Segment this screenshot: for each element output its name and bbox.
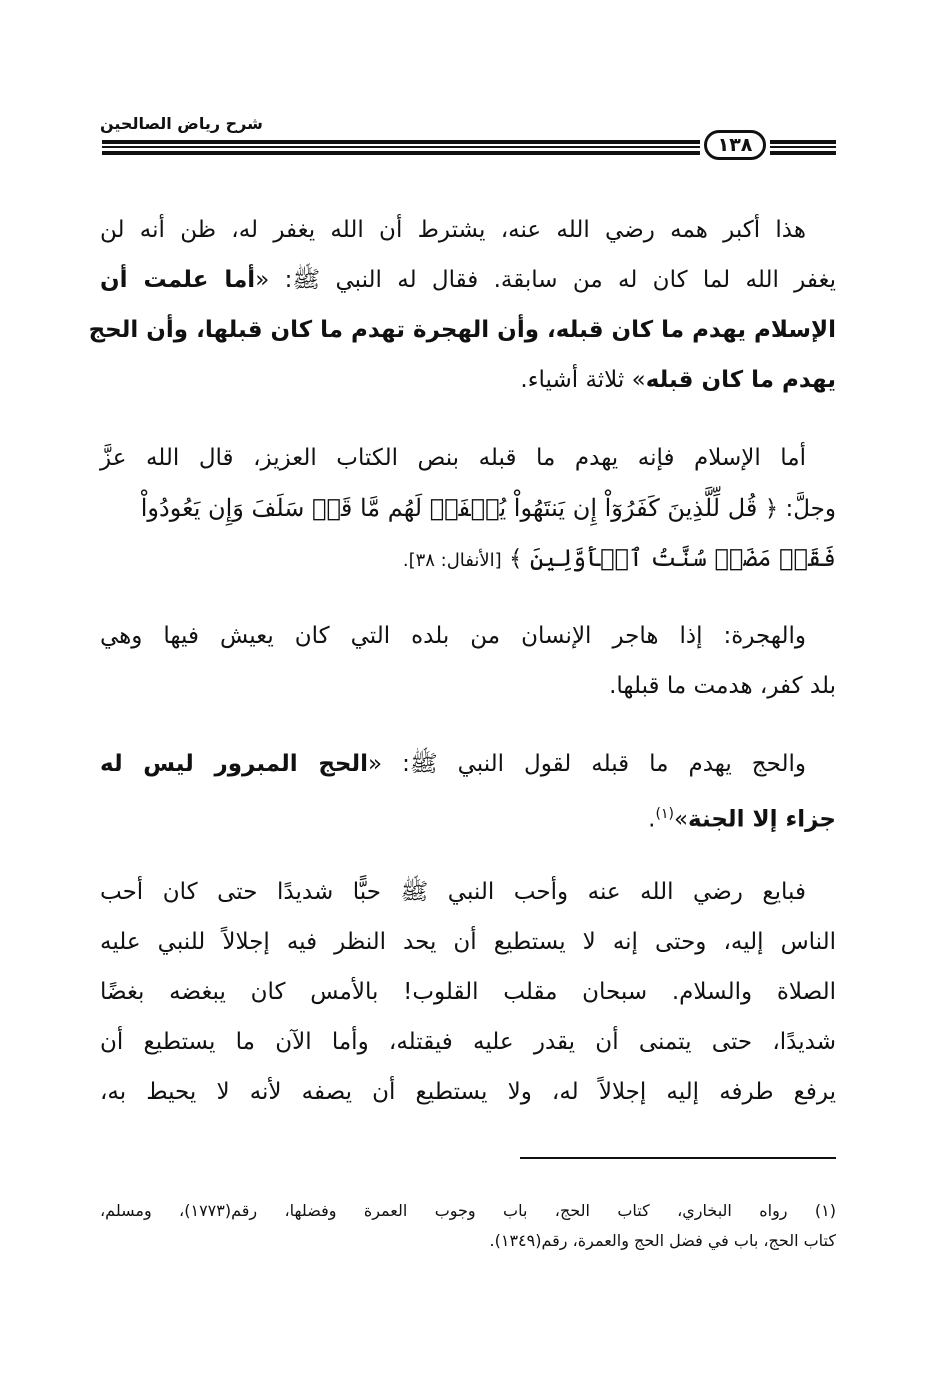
paragraph-3: [100, 611, 836, 711]
text-run: »: [673, 806, 689, 833]
paragraph-gap: [100, 583, 836, 611]
quran-verse: فَقَدۡ مَضَتۡ سُنَّتُ ٱلۡأَوَّلِينَ: [529, 544, 836, 572]
text-line: [100, 789, 836, 839]
verse-reference: [الأنفال: ٣٨].: [402, 550, 502, 571]
paragraph-gap: [100, 711, 836, 739]
text-line: الناس إليه، وحتى إنه لا يستطيع أن يحد النظر فيه إجلالاً للنبي عليه: [100, 929, 836, 955]
header-rule: [102, 151, 700, 155]
main-text: [88, 205, 836, 1117]
hadith-quote: الحج المبرور ليس له: [100, 751, 369, 777]
text-line: يرفع طرفه إليه إجلالاً له، ولا يستطيع أن يصفه لأنه لا يحيط به،: [100, 1079, 836, 1105]
text-run: وجلَّ: ﴿: [757, 496, 836, 522]
paragraph-1: [88, 205, 836, 405]
paragraph-2: [100, 433, 836, 583]
text-run: .: [648, 806, 656, 833]
hadith-quote: الإسلام يهدم ما كان قبله، وأن الهجرة تهدم ما كان قبلها، وأن الحج: [88, 317, 836, 343]
paragraph-4: [100, 739, 836, 839]
paragraph-gap: [100, 405, 836, 433]
text-line: والهجرة: إذا هاجر الإنسان من بلده التي كان يعيش فيها وهي: [100, 623, 806, 649]
text-line: [100, 355, 836, 405]
text-line: [100, 255, 836, 305]
text-run: يغفر الله لما كان له من سابقة. فقال له النبي ﷺ: «: [255, 267, 836, 293]
text-line: هذا أكبر همه رضي الله عنه، يشترط أن الله يغفر له، ظن أنه لن: [100, 217, 806, 243]
text-line: [100, 483, 836, 533]
hadith-quote: جزاء إلا الجنة: [688, 806, 836, 833]
page-number: ١٣٨: [704, 130, 766, 160]
paragraph-gap: [100, 839, 836, 867]
text-line: [100, 533, 836, 583]
header-rule: [770, 146, 836, 148]
text-line: [100, 739, 836, 789]
text-line: شديدًا، حتى يتمنى أن يقدر عليه فيقتله، وأما الآن ما يستطيع أن: [100, 1029, 836, 1055]
text-line: فبايع رضي الله عنه وأحب النبي ﷺ حبًّا شديدًا حتى كان أحب: [100, 879, 806, 905]
text-run: والحج يهدم ما قبله لقول النبي ﷺ: «: [368, 751, 806, 777]
footnote-line: (١) رواه البخاري، كتاب الحج، باب وجوب العمرة وفضلها، رقم(١٧٧٣)، ومسلم،: [100, 1201, 836, 1220]
header-rule: [770, 151, 836, 155]
header-rule: [102, 146, 700, 148]
paragraph-5: [100, 867, 836, 1117]
text-run: ﴾: [501, 546, 530, 572]
header-rule: [102, 140, 700, 144]
hadith-quote: يهدم ما كان قبله: [645, 367, 836, 393]
text-run: » ثلاثة أشياء.: [520, 367, 646, 393]
text-line: بلد كفر، هدمت ما قبلها.: [609, 673, 836, 699]
header-rule: [770, 140, 836, 144]
hadith-quote: أما علمت أن: [100, 267, 256, 293]
quran-verse: قُل لِّلَّذِينَ كَفَرُوٓاْ إِن يَنتَهُواْ يُغۡفَرۡ لَهُم مَّا قَدۡ سَلَفَ وَإِن يَعُودُواْ: [140, 494, 758, 522]
text-line: الصلاة والسلام. سبحان مقلب القلوب! بالأمس كان يبغضه بغضًا: [100, 979, 836, 1005]
footnote-line: كتاب الحج، باب في فضل الحج والعمرة، رقم(١٣٤٩).: [489, 1231, 836, 1250]
running-header-title: شرح رياض الصالحين: [100, 114, 263, 133]
footnote-separator: [520, 1157, 836, 1159]
text-line: أما الإسلام فإنه يهدم ما قبله بنص الكتاب العزيز، قال الله عزَّ: [100, 445, 806, 471]
footnotes: [100, 1196, 836, 1256]
footnote-marker[interactable]: (١): [655, 806, 674, 822]
